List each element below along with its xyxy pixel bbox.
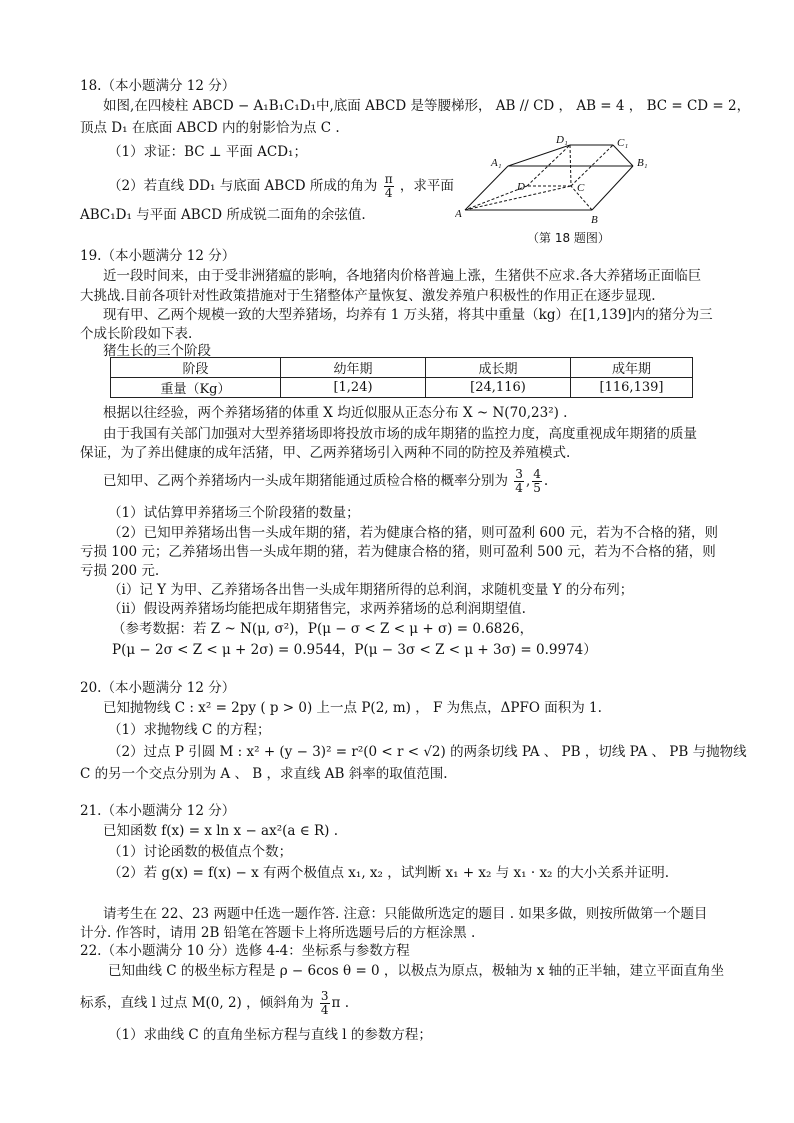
- q19-line3: 现有甲、乙两个规模一致的大型养猪场，均养有 1 万头猪，将其中重量（kg）在[1,139]内的猪分为三: [103, 307, 713, 323]
- q18-part2-text-b: ，求平面: [399, 178, 454, 194]
- fraction-numerator: 4: [533, 467, 541, 481]
- edge-d1c: [570, 145, 571, 186]
- q20-part1: （1）求抛物线 C 的方程；: [108, 722, 271, 738]
- table-cell: [24,116): [426, 378, 571, 398]
- q19-table-title: 猪生长的三个阶段: [103, 343, 211, 359]
- fraction-denominator: 4: [515, 481, 523, 495]
- q18-header: 18.（本小题满分 12 分）: [80, 78, 236, 94]
- q21-line1: 已知函数 f(x) = x ln x − ax²(a ∈ R) .: [103, 823, 339, 839]
- edge-d1a1: [508, 145, 570, 166]
- q22-line1: 已知曲线 C 的极坐标方程是 ρ − 6cos θ = 0 ，以极点为原点，极轴为 x 轴的正半轴，建立平面直角坐: [108, 963, 725, 979]
- table-header-cell: 成年期: [571, 358, 693, 378]
- q19-header: 19.（本小题满分 12 分）: [80, 248, 236, 264]
- q18-part2: [108, 173, 454, 200]
- label-c: C: [577, 182, 585, 194]
- q22-part1: （1）求曲线 C 的直角坐标方程与直线 l 的参数方程；: [108, 1027, 432, 1043]
- label-b1: B₁: [637, 157, 648, 169]
- q21-header: 21.（本小题满分 12 分）: [80, 803, 236, 819]
- table-cell: [1,24): [281, 378, 426, 398]
- table-cell: [116,139]: [571, 378, 693, 398]
- table-header-cell: 幼年期: [281, 358, 426, 378]
- q19-line5: 根据以往经验，两个养猪场猪的体重 X 均近似服从正态分布 X ~ N(70,23²) .: [103, 405, 568, 421]
- fraction-denominator: 4: [320, 1003, 329, 1017]
- q22-line2: [80, 988, 349, 1018]
- q20-line1: 已知抛物线 C : x² = 2py ( p > 0) 上一点 P(2, m) ， F 为焦点，ΔPFO 面积为 1.: [103, 700, 602, 716]
- fraction-4-5: [532, 468, 542, 495]
- q19-reference-2: P(μ − 2σ < Z < μ + 2σ) = 0.9544，P(μ − 3σ < Z < μ + 3σ) = 0.9974）: [112, 642, 597, 658]
- selection-note-line2: 计分. 作答时，请用 2B 铅笔在答题卡上将所选题号后的方框涂黑 .: [80, 925, 476, 941]
- q18-part2-continued: ABC₁D₁ 与平面 ABCD 所成锐二面角的余弦值.: [80, 207, 366, 223]
- table-header-row: [111, 358, 693, 378]
- fraction-3-4: [320, 990, 330, 1017]
- q22-line2-text: 标系，直线 l 过点 M(0, 2) ，倾斜角为: [80, 995, 314, 1011]
- q19-line8: 已知甲、乙两个养猪场内一头成年期猪能通过质检合格的概率分别为 $\frac{3}{4}$ , $\frac{4}{5}$ .: [103, 467, 549, 495]
- q19-line4: 个成长阶段如下表.: [80, 326, 193, 342]
- q18-part2-text-a: （2）若直线 DD₁ 与底面 ABCD 所成的角为: [108, 178, 378, 194]
- label-d1: D₁: [556, 134, 568, 146]
- q19-part1: （1）试估算甲养猪场三个阶段猪的数量；: [108, 505, 360, 521]
- q18-part1: （1）求证：BC ⊥ 平面 ACD₁；: [108, 144, 307, 160]
- fraction-numerator: 3: [515, 467, 523, 481]
- figure-caption: （第 18 题图）: [527, 231, 610, 245]
- table-header-cell: 成长期: [426, 358, 571, 378]
- q18-line2: 顶点 D₁ 在底面 ABCD 内的射影恰为点 C .: [80, 120, 340, 136]
- q21-part2: （2）若 g(x) = f(x) − x 有两个极值点 x₁, x₂ ，试判断 x₁ + x₂ 与 x₁ · x₂ 的大小关系并证明.: [108, 865, 670, 881]
- fraction-numerator: 3: [320, 989, 329, 1003]
- table-header-cell: 阶段: [111, 358, 281, 378]
- q19-line6: 由于我国有关部门加强对大型养猪场即将投放市场的成年期猪的监控力度，高度重视成年期猪的质量: [103, 426, 697, 442]
- label-c1: C₁: [617, 137, 629, 149]
- q20-header: 20.（本小题满分 12 分）: [80, 680, 236, 696]
- fraction-numerator: π: [384, 172, 393, 186]
- q20-part2: （2）过点 P 引圆 M : x² + (y − 3)² = r²(0 < r < √2) 的两条切线 PA 、 PB ，切线 PA 、 PB 与抛物线: [108, 744, 747, 760]
- q19-part2-i: （ⅰ）记 Y 为甲、乙养猪场各出售一头成年期猪所得的总利润，求随机变量 Y 的分布列；: [108, 582, 634, 598]
- label-b: B: [591, 214, 598, 226]
- q19-reference-1: （参考数据：若 Z ~ N(μ, σ²)，P(μ − σ < Z < μ + σ) = 0.6826，: [112, 621, 534, 637]
- edge-aa1: [465, 166, 508, 210]
- table-cell: 重量（Kg）: [111, 378, 281, 398]
- q18-part2-fraction: [384, 173, 394, 200]
- edge-bb1: [592, 166, 633, 210]
- selection-note-line1: 请考生在 22、23 两题中任选一题作答. 注意：只能做所选定的题目 . 如果多做，则按所做第一个题目: [103, 906, 708, 922]
- q22-header: 22.（本小题满分 10 分）选修 4-4：坐标系与参数方程: [80, 943, 410, 959]
- q19-part2-ii: （ⅱ）假设两养猪场均能把成年期猪售完，求两养猪场的总利润期望值.: [108, 601, 526, 617]
- q19-part2-cont2: 亏损 200 元.: [80, 563, 160, 579]
- fraction-denominator: 5: [533, 481, 541, 495]
- q21-part1: （1）讨论函数的极值点个数；: [108, 844, 293, 860]
- q19-line7: 保证，为了养出健康的成年活猪，甲、乙两养猪场引入两种不同的防控及养殖模式.: [80, 445, 571, 461]
- label-a1: A₁: [491, 157, 502, 169]
- q18-line1: 如图,在四棱柱 ABCD − A₁B₁C₁D₁中,底面 ABCD 是等腰梯形， AB // CD ， AB = 4 ， BC = CD = 2，: [103, 98, 751, 114]
- q19-part2: （2）已知甲养猪场出售一头成年期的猪，若为健康合格的猪，则可盈利 600 元，若为不合格的猪，则: [108, 525, 718, 541]
- q22-line2-pi: π .: [331, 995, 350, 1011]
- q18-prism-figure: [455, 128, 670, 248]
- q19-line2: 大挑战.目前各项针对性政策措施对于生猪整体产量恢复、激发养殖户积极性的作用正在逐步显现.: [80, 288, 656, 304]
- label-a: A: [455, 208, 462, 220]
- q20-part2-cont: C 的另一个交点分别为 A 、 B ，求直线 AB 斜率的取值范围.: [80, 766, 448, 782]
- label-d: D: [517, 181, 525, 193]
- q19-line8-text: 已知甲、乙两个养猪场内一头成年期猪能通过质检合格的概率分别为: [103, 473, 508, 489]
- fraction-3-4: [514, 468, 524, 495]
- q19-part2-cont1: 亏损 100 元；乙养猪场出售一头成年期的猪，若为健康合格的猪，则可盈利 500 元，若为不合格的猪，则: [80, 544, 716, 560]
- fraction-denominator: 4: [384, 186, 393, 200]
- growth-stage-table: [110, 357, 693, 398]
- table-row: [111, 378, 693, 398]
- q19-line1: 近一段时间来，由于受非洲猪瘟的影响，各地猪肉价格普遍上涨，生猪供不应求.各大养猪场正面临巨: [103, 268, 702, 284]
